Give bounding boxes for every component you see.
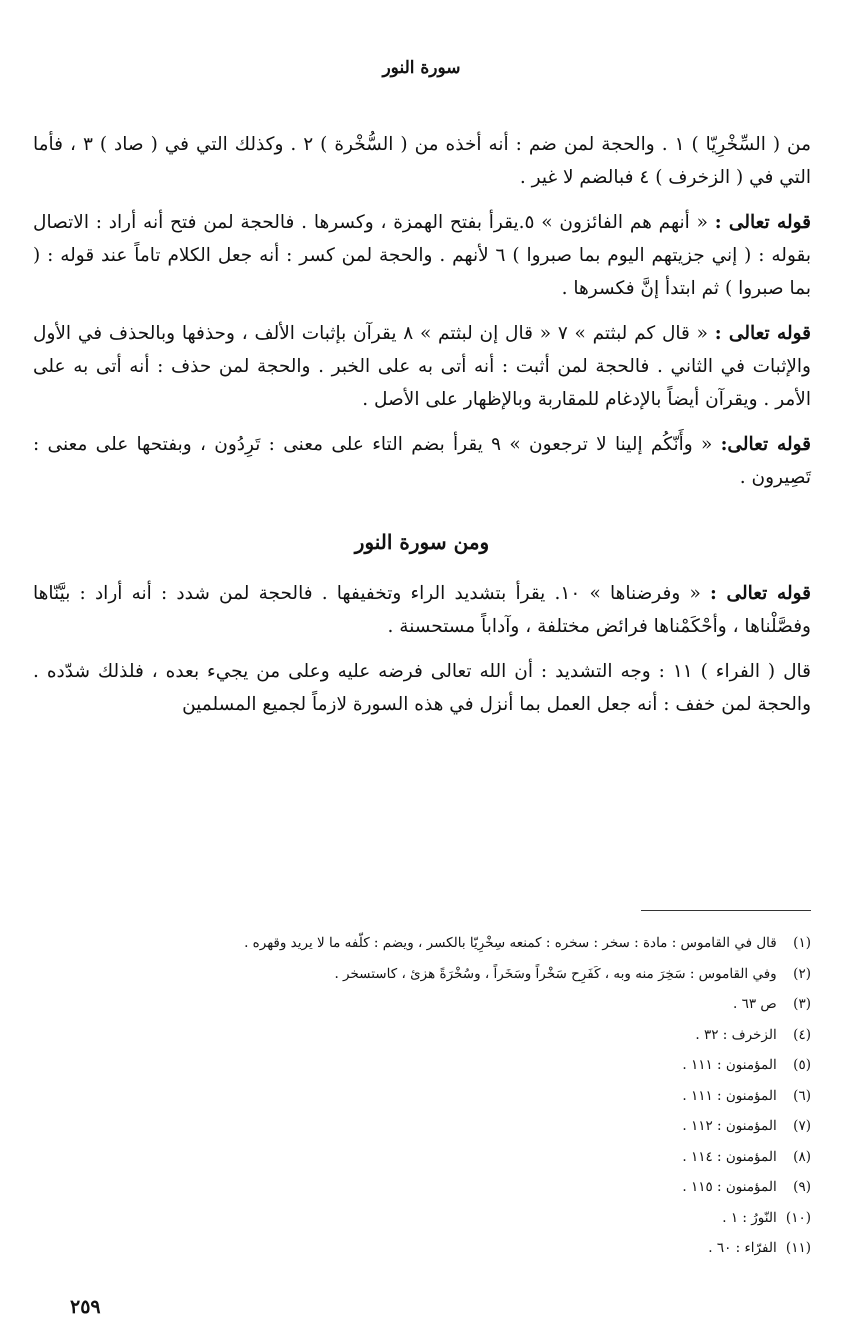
paragraph-6 [33, 655, 811, 721]
running-head: سورة النور [382, 58, 461, 78]
footnote-number: (٥) [793, 1057, 811, 1073]
footnote-number: (٣) [793, 996, 811, 1012]
footnote-divider [641, 910, 811, 911]
footnote-item [33, 1172, 811, 1203]
footnote-text: قال في القاموس : مادة : سخر : سخره : كمنعه سِخْرِيّا بالكسر ، ويضم : كلّفه ما لا يريد وقهره . [244, 935, 777, 951]
paragraph-4 [33, 428, 811, 494]
footnote-item [33, 1081, 811, 1112]
footnote-text: المؤمنون : ١١١ . [682, 1057, 777, 1073]
paragraph-lead: قوله تعالى : [714, 212, 812, 233]
footnote-number: (٨) [793, 1148, 811, 1165]
paragraph-5 [33, 577, 811, 643]
footnote-item [33, 989, 811, 1020]
footnote-text: المؤمنون : ١١١ . [682, 1087, 777, 1104]
paragraph-3 [33, 317, 811, 416]
footnote-text: المؤمنون : ١١٤ . [682, 1148, 777, 1165]
footnote-text: الفرّاء : ٦٠ . [708, 1240, 777, 1256]
footnote-item [33, 1142, 811, 1173]
paragraph-lead: قوله تعالى : [709, 583, 811, 604]
paragraph-2 [33, 206, 811, 305]
footnote-item [33, 959, 811, 990]
paragraph-body: « أنهم هم الفائزون » ٥.يقرأ بفتح الهمزة ، وكسرها . فالحجة لمن فتح أنه أراد : الاتصال بقوله : ( إني جزيتهم اليوم بما صبروا ) ٦ لأنهم . والحجة لمن كسر : أنه جعل الكلام تاماً عند قوله : ( بما صبروا ) ثم ابتدأ إنَّ فكسرها . [33, 212, 812, 299]
paragraph-1 [33, 128, 811, 194]
paragraph-body: قال ( الفراء ) ١١ : وجه التشديد : أن الله تعالى فرضه عليه وعلى من يجيء بعده ، فلذلك شدّده . والحجة لمن خفف : أنه جعل العمل بما أنزل في هذه السورة لازماً لجميع المسلمين [33, 661, 811, 715]
paragraph-lead: قوله تعالى : [714, 323, 811, 344]
footnote-number: (٦) [793, 1087, 811, 1104]
footnote-number: (١١) [785, 1240, 811, 1256]
footnote-number: (١) [793, 935, 811, 951]
page-number: ٢٥٩ [70, 1296, 101, 1318]
footnote-text: الزخرف : ٣٢ . [695, 1026, 777, 1043]
footnote-text: النّورُ : ١ . [722, 1209, 777, 1226]
footnote-number: (٢) [793, 965, 811, 982]
paragraph-body: « وأَنّكُم إلينا لا ترجعون » ٩ يقرأ بضم التاء على معنى : تَرِدُون ، وبفتحها على معنى : تَصِيرون . [33, 434, 811, 488]
footnote-item [33, 928, 811, 959]
body-text [33, 128, 811, 733]
footnote-number: (١٠) [785, 1209, 811, 1226]
footnote-item [33, 1111, 811, 1142]
footnote-item [33, 1203, 811, 1234]
footnote-text: المؤمنون : ١١٢ . [682, 1118, 777, 1134]
footnote-text: ص ٦٣ . [732, 996, 777, 1012]
footnote-number: (٩) [793, 1179, 811, 1195]
footnotes [33, 928, 811, 1264]
footnote-number: (٧) [793, 1118, 811, 1134]
footnote-text: المؤمنون : ١١٥ . [682, 1179, 777, 1195]
footnote-item [33, 1050, 811, 1081]
paragraph-lead: قوله تعالى: [720, 434, 812, 455]
paragraph-body: « وفرضناها » ١٠. يقرأ بتشديد الراء وتخفيفها . فالحجة لمن شدد : أنه أراد : بيَّنّاها وفصَّلْناها ، وأحْكَمْناها فرائض مختلفة ، وآداباً مستحسنة . [33, 583, 811, 637]
footnote-item [33, 1020, 811, 1051]
paragraph-body: « قال كم لبثتم » ٧ « قال إن لبثتم » ٨ يقرآن بإثبات الألف ، وحذفها وبالحذف في الأول والإثبات في الثاني . فالحجة لمن أثبت : أنه أتى به على الخبر . والحجة لمن حذف : أنه أتى به على الأمر . ويقرآن أيضاً بالإدغام للمقاربة وبالإظهار على الأصل . [33, 323, 811, 410]
footnote-text: وفي القاموس : سَخِرَ منه وبه ، كَفَرِح سَخْراً وسَخَراً ، وسُخْرَةً هزئ ، كاستسخر . [334, 965, 777, 982]
footnote-number: (٤) [793, 1026, 811, 1043]
paragraph-body: من ( السِّخْرِيّا ) ١ . والحجة لمن ضم : أنه أخذه من ( السُّخْرة ) ٢ . وكذلك التي في ( صاد ) ٣ ، فأما التي في ( الزخرف ) ٤ فبالضم لا غير . [33, 134, 812, 188]
section-title: ومن سورة النور [354, 530, 490, 554]
footnote-item [33, 1233, 811, 1264]
